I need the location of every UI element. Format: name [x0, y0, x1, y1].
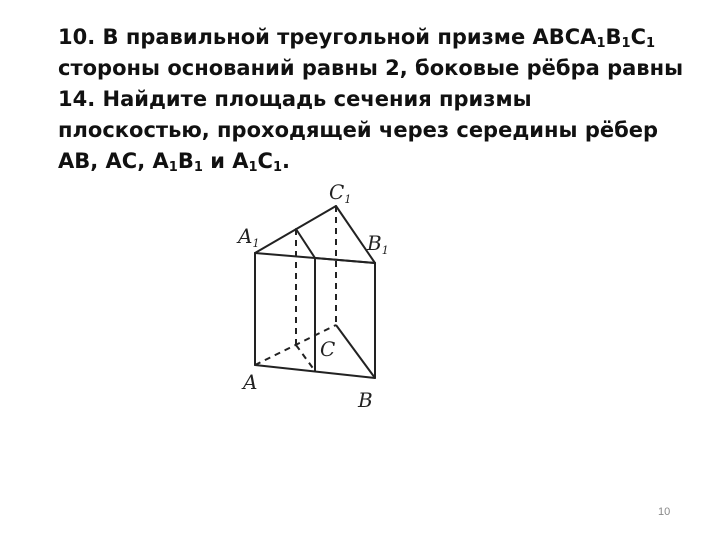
label-a: A — [243, 370, 258, 394]
section-line-top — [315, 258, 375, 263]
problem-number: 10. — [58, 25, 96, 49]
edge-a1b1: $A_1B_1$ — [152, 149, 203, 175]
problem-text-2: стороны оснований равны 2, боковые рёбра равны 14. Найдите площадь сечения призмы плоскостью, проходящей через середины рёбер AB, AC, — [58, 56, 684, 173]
prism-name: $ABCA_1B_1C_1$ — [532, 25, 656, 51]
section-top — [296, 229, 315, 258]
problem-text-1: В правильной треугольной призме — [102, 25, 526, 49]
edge-a1c1: $A_1C_1$ — [232, 149, 283, 175]
label-b1: $B_1$ — [367, 231, 389, 257]
slide-number: 10 — [658, 506, 671, 518]
conjunction: и — [210, 149, 225, 173]
label-b: B — [358, 388, 373, 410]
label-c1: $C_1$ — [329, 180, 352, 206]
period: . — [282, 149, 290, 173]
label-c: C — [320, 337, 336, 361]
prism-figure — [230, 175, 410, 410]
label-a1: $A_1$ — [238, 224, 260, 250]
section-bottom-hidden — [296, 345, 315, 371]
problem-statement — [58, 22, 688, 177]
edge-b-c — [336, 325, 375, 378]
